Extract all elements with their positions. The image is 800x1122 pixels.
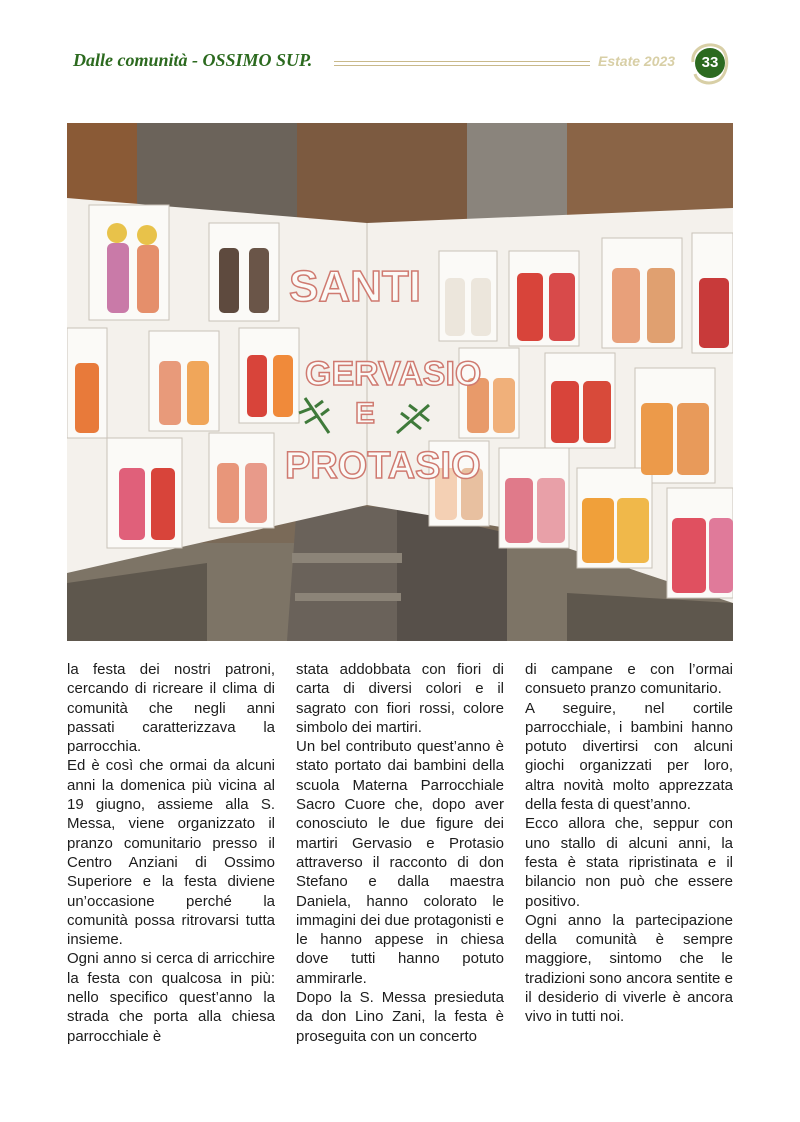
- header-rule: [334, 61, 590, 62]
- section-title: Dalle comunità - OSSIMO SUP.: [73, 50, 313, 70]
- paragraph: Ogni anno la partecipazione della comunità è sempre maggiore, sintomo che le tradizioni sono ancora sentite e il desiderio di viverle è ancora vivo in tutti noi.: [525, 911, 733, 1026]
- text-column-2: [296, 660, 504, 1046]
- paragraph: Ogni anno si cerca di arricchire la festa con qualcosa in più: nello specifico quest’anno la strada che porta alla chiesa parrocchiale è: [67, 950, 275, 1045]
- banner-line-1: SANTI: [289, 262, 421, 311]
- paragraph: stata addobbata con fiori di carta di diversi colori e il sagrato con fiori rossi, colore simbolo dei martiri.: [296, 661, 504, 736]
- paragraph: A seguire, nel cortile parrocchiale, i bambini hanno potuto divertirsi con alcuni giochi organizzati per loro, altra novità molto apprezzata della festa di quest’anno.: [525, 699, 733, 814]
- text-column-3: [525, 660, 733, 1027]
- paragraph: Ecco allora che, seppur con uno stallo di alcuni anni, la festa è stata ripristinata e il bilancio non può che essere positivo.: [525, 815, 733, 910]
- paragraph: di campane e con l’ormai consueto pranzo comunitario.: [525, 661, 733, 698]
- issue-label: Estate 2023: [598, 53, 676, 69]
- header-rule: [334, 65, 590, 66]
- banner-line-2: GERVASIO: [305, 355, 482, 393]
- paragraph: Dopo la S. Messa presieduta da don Lino Zani, la festa è proseguita con un concerto: [296, 989, 504, 1045]
- text-column-1: [67, 660, 275, 1046]
- paragraph: Ed è così che ormai da alcuni anni la domenica più vicina al 19 giugno, assieme alla S. Messa, viene organizzato il pranzo comunitario presso il Centro Anziani di Ossimo Superiore e la festa diviene un’occasione perché la comunità possa ritrovarsi tutta insieme.: [67, 757, 275, 949]
- church-banner-photo: [67, 123, 733, 641]
- paragraph: la festa dei nostri patroni, cercando di ricreare il clima di comunità che negli anni passati caratterizzava la parrocchia.: [67, 661, 275, 756]
- page-number: 33: [695, 48, 725, 78]
- paragraph: Un bel contributo quest’anno è stato portato dai bambini della scuola Materna Parrocchiale Sacro Cuore che, dopo aver conosciuto le due figure dei martiri Gervasio e Protasio attraverso il racconto di don Stefano e dalla maestra Daniela, hanno colorato le immagini dei due protagonisti e le hanno appese in chiesa dove tutti hanno potuto ammirarle.: [296, 738, 504, 987]
- banner-line-4: PROTASIO: [285, 445, 481, 487]
- banner-line-3: E: [355, 397, 376, 430]
